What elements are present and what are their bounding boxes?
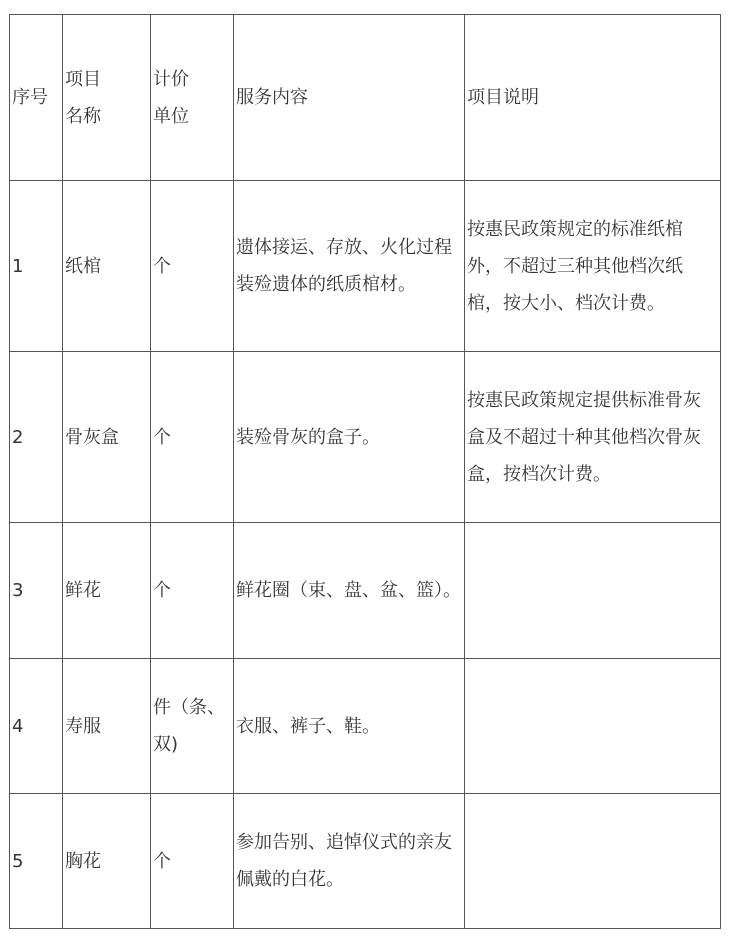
row-note: 按惠民政策规定的标准纸棺外，不超过三种其他档次纸棺，按大小、档次计费。 — [465, 181, 721, 352]
row-note — [465, 794, 721, 929]
row-service: 鲜花圈（束、盘、盆、篮）。 — [234, 523, 465, 659]
row-index: 4 — [10, 659, 63, 794]
row-index: 1 — [10, 181, 63, 352]
table-row — [10, 352, 721, 523]
row-note: 按惠民政策规定提供标准骨灰盒及不超过十种其他档次骨灰盒，按档次计费。 — [465, 352, 721, 523]
row-name: 鲜花 — [63, 523, 151, 659]
header-name: 项目 名称 — [63, 15, 151, 181]
table-row — [10, 794, 721, 929]
row-unit: 件（条、双) — [151, 659, 234, 794]
row-note — [465, 523, 721, 659]
fee-table — [9, 14, 721, 929]
table-row — [10, 523, 721, 659]
row-unit: 个 — [151, 352, 234, 523]
header-unit: 计价 单位 — [151, 15, 234, 181]
row-name: 胸花 — [63, 794, 151, 929]
table-row — [10, 181, 721, 352]
row-service: 装殓骨灰的盒子。 — [234, 352, 465, 523]
header-index: 序号 — [10, 15, 63, 181]
row-unit: 个 — [151, 523, 234, 659]
row-name: 骨灰盒 — [63, 352, 151, 523]
table-header-row — [10, 15, 721, 181]
row-service: 遗体接运、存放、火化过程装殓遗体的纸质棺材。 — [234, 181, 465, 352]
row-index: 3 — [10, 523, 63, 659]
row-service: 衣服、裤子、鞋。 — [234, 659, 465, 794]
row-name: 纸棺 — [63, 181, 151, 352]
row-note — [465, 659, 721, 794]
row-name: 寿服 — [63, 659, 151, 794]
row-index: 5 — [10, 794, 63, 929]
table-row — [10, 659, 721, 794]
header-service: 服务内容 — [234, 15, 465, 181]
row-index: 2 — [10, 352, 63, 523]
row-service: 参加告别、追悼仪式的亲友佩戴的白花。 — [234, 794, 465, 929]
row-unit: 个 — [151, 181, 234, 352]
header-note: 项目说明 — [465, 15, 721, 181]
row-unit: 个 — [151, 794, 234, 929]
